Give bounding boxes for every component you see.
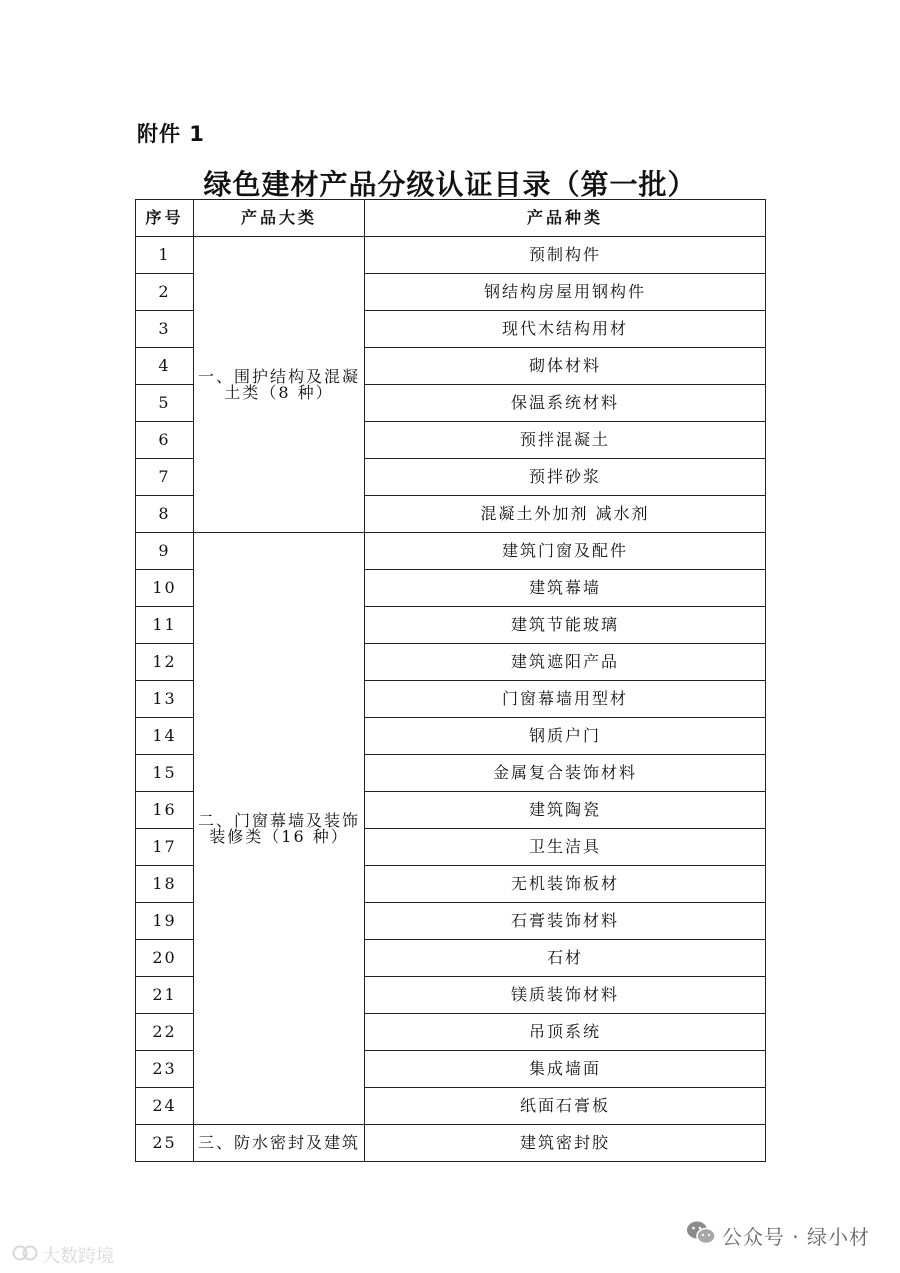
product-name: 纸面石膏板 (365, 1088, 766, 1125)
product-name: 现代木结构用材 (365, 311, 766, 348)
product-name: 钢结构房屋用钢构件 (365, 274, 766, 311)
table-header-row (136, 200, 766, 237)
row-number: 1 (136, 237, 194, 274)
row-number: 4 (136, 348, 194, 385)
row-number: 5 (136, 385, 194, 422)
product-name: 石膏装饰材料 (365, 903, 766, 940)
row-number: 12 (136, 644, 194, 681)
header-category: 产品大类 (194, 200, 365, 237)
product-name: 建筑陶瓷 (365, 792, 766, 829)
product-name: 钢质户门 (365, 718, 766, 755)
header-product: 产品种类 (365, 200, 766, 237)
row-number: 8 (136, 496, 194, 533)
row-number: 17 (136, 829, 194, 866)
product-name: 吊顶系统 (365, 1014, 766, 1051)
row-number: 11 (136, 607, 194, 644)
product-name: 砌体材料 (365, 348, 766, 385)
table-row (136, 237, 766, 274)
row-number: 23 (136, 1051, 194, 1088)
row-number: 16 (136, 792, 194, 829)
product-name: 预拌砂浆 (365, 459, 766, 496)
product-name: 建筑节能玻璃 (365, 607, 766, 644)
product-name: 镁质装饰材料 (365, 977, 766, 1014)
product-name: 预拌混凝土 (365, 422, 766, 459)
row-number: 21 (136, 977, 194, 1014)
product-name: 预制构件 (365, 237, 766, 274)
table-row (136, 1125, 766, 1162)
product-name: 建筑密封胶 (365, 1125, 766, 1162)
row-number: 20 (136, 940, 194, 977)
watermark-text: 公众号 · 绿小材 (721, 1225, 870, 1249)
product-name: 金属复合装饰材料 (365, 755, 766, 792)
row-number: 6 (136, 422, 194, 459)
attachment-label: 附件 1 (137, 122, 205, 146)
table-row (136, 533, 766, 570)
account-watermark (686, 1220, 870, 1251)
product-name: 建筑遮阳产品 (365, 644, 766, 681)
product-name: 集成墙面 (365, 1051, 766, 1088)
row-number: 24 (136, 1088, 194, 1125)
product-name: 无机装饰板材 (365, 866, 766, 903)
row-number: 3 (136, 311, 194, 348)
header-serial: 序号 (136, 200, 194, 237)
brand-logo-icon (12, 1244, 38, 1267)
row-number: 18 (136, 866, 194, 903)
catalog-table (135, 199, 766, 1162)
row-number: 9 (136, 533, 194, 570)
row-number: 7 (136, 459, 194, 496)
site-watermark (12, 1242, 114, 1268)
product-name: 建筑门窗及配件 (365, 533, 766, 570)
product-name: 保温系统材料 (365, 385, 766, 422)
category-cell: 二、门窗幕墙及装饰装修类（16 种） (194, 533, 365, 1125)
product-name: 石材 (365, 940, 766, 977)
wechat-icon (686, 1220, 716, 1251)
row-number: 25 (136, 1125, 194, 1162)
row-number: 19 (136, 903, 194, 940)
product-name: 卫生洁具 (365, 829, 766, 866)
row-number: 2 (136, 274, 194, 311)
category-cell: 三、防水密封及建筑 (194, 1125, 365, 1162)
watermark-left-text: 大数跨境 (42, 1246, 114, 1267)
row-number: 14 (136, 718, 194, 755)
category-cell: 一、围护结构及混凝土类（8 种） (194, 237, 365, 533)
row-number: 13 (136, 681, 194, 718)
document-title: 绿色建材产品分级认证目录（第一批） (203, 168, 697, 201)
product-name: 混凝土外加剂 减水剂 (365, 496, 766, 533)
row-number: 10 (136, 570, 194, 607)
product-name: 建筑幕墙 (365, 570, 766, 607)
product-name: 门窗幕墙用型材 (365, 681, 766, 718)
row-number: 15 (136, 755, 194, 792)
row-number: 22 (136, 1014, 194, 1051)
